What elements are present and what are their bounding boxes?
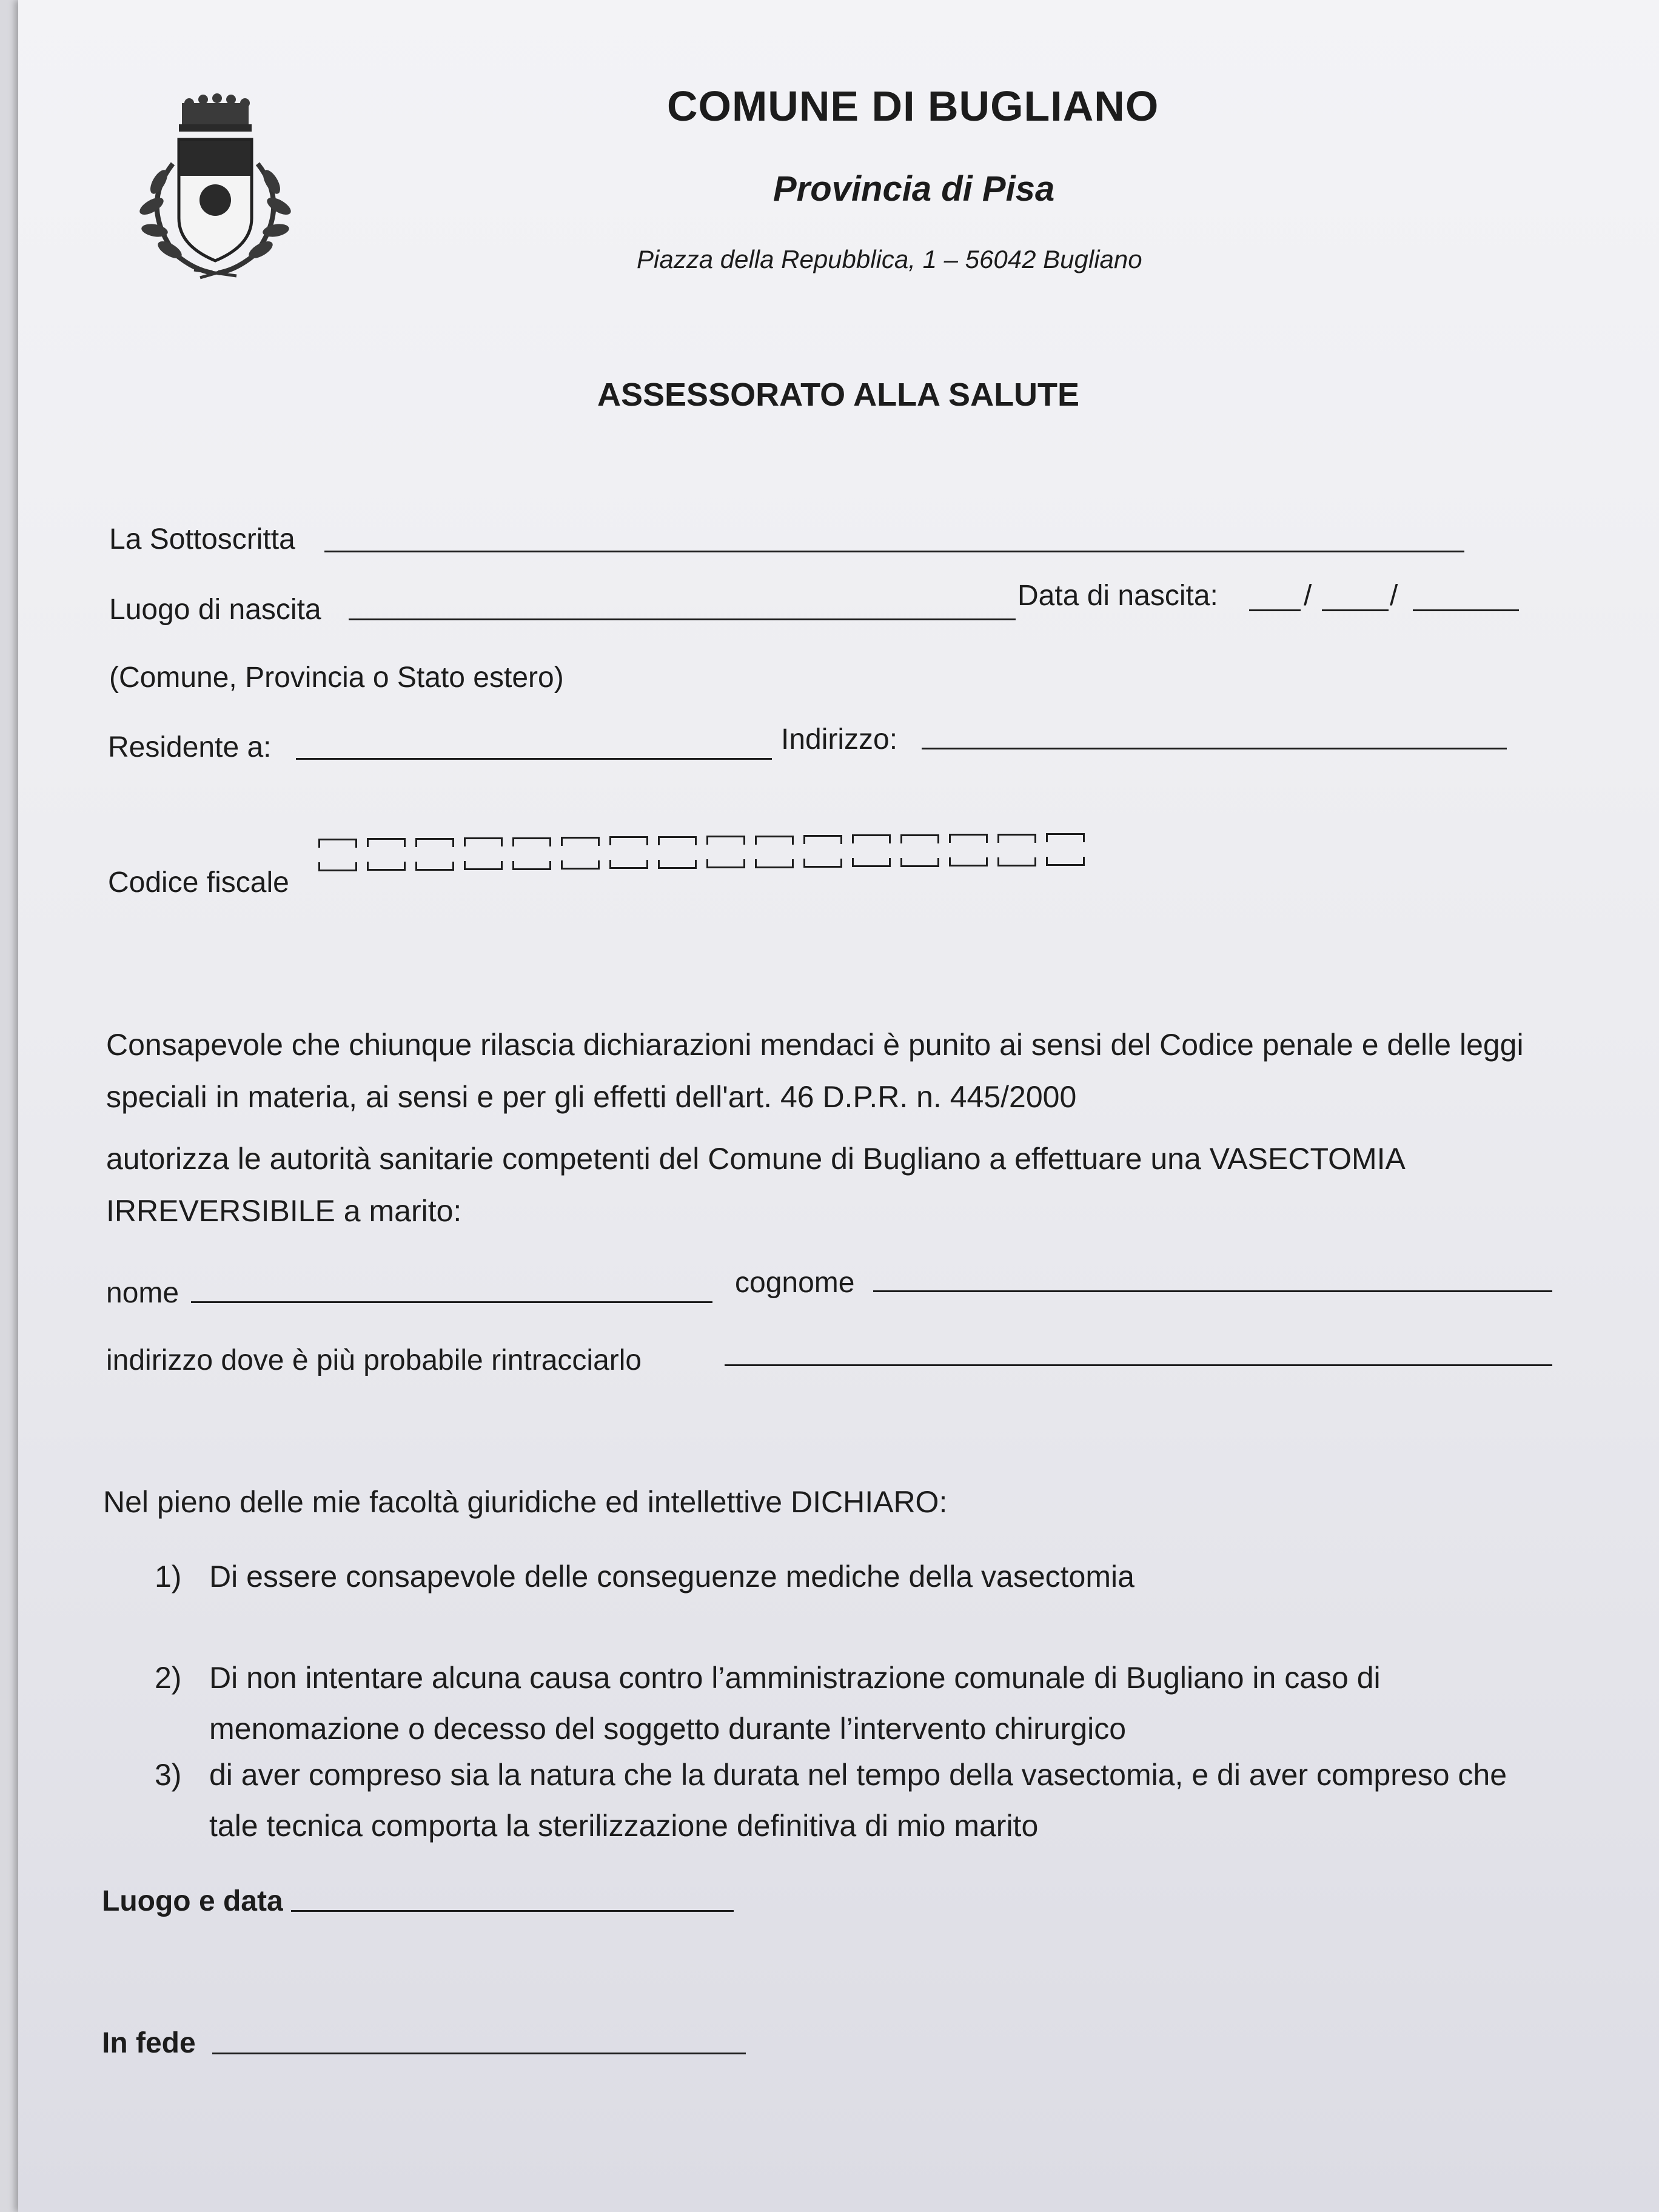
in-fede-label: In fede [102, 2027, 196, 2059]
date-separator-1: / [1304, 580, 1312, 612]
luogo-data-field[interactable] [291, 1910, 734, 1912]
autorizza-paragraph: autorizza le autorità sanitarie competenti del Comune di Bugliano a effettuare una VASECTOMIA IRREVERSIBILE a marito: [106, 1142, 1404, 1228]
codice-fiscale-char-box[interactable] [997, 834, 1036, 866]
item-number: 1) [155, 1560, 182, 1594]
sottoscritta-field[interactable] [324, 551, 1464, 552]
codice-fiscale-char-box[interactable] [561, 837, 600, 870]
page-title: COMUNE DI BUGLIANO [667, 82, 1159, 130]
codice-fiscale-char-box[interactable] [1046, 833, 1085, 866]
item-text: Di essere consapevole delle conseguenze mediche della vasectomia [209, 1560, 1134, 1594]
address-line: Piazza della Repubblica, 1 – 56042 Bugliano [637, 245, 1142, 273]
codice-fiscale-char-box[interactable] [900, 834, 939, 867]
luogo-nascita-label: Luogo di nascita [109, 594, 321, 626]
consapevole-paragraph: Consapevole che chiunque rilascia dichiarazioni mendaci è punito ai sensi del Codice penale e delle leggi speciali in materia, ai sensi e per gli effetti dell'art. 46 D.P.R. n. 445/2000 [106, 1028, 1524, 1114]
codice-fiscale-char-box[interactable] [755, 836, 794, 868]
coat-of-arms-emblem [121, 91, 303, 285]
document-page [18, 0, 1659, 2212]
indirizzo-marito-label: indirizzo dove è più probabile rintracciarlo [106, 1344, 642, 1376]
codice-fiscale-char-box[interactable] [803, 835, 842, 868]
item-number: 2) [155, 1661, 182, 1695]
residente-label: Residente a: [108, 731, 272, 763]
codice-fiscale-char-box[interactable] [706, 836, 745, 868]
residente-field[interactable] [296, 758, 772, 760]
codice-fiscale-label: Codice fiscale [108, 866, 289, 899]
item-text: di aver compreso sia la natura che la durata nel tempo della vasectomia, e di aver compreso che tale tecnica comporta la sterilizzazione definitiva di mio marito [209, 1758, 1507, 1843]
sottoscritta-label: La Sottoscritta [109, 523, 295, 555]
codice-fiscale-char-box[interactable] [318, 839, 357, 871]
data-nascita-label: Data di nascita: [1017, 580, 1218, 612]
indirizzo-marito-field[interactable] [725, 1364, 1552, 1366]
luogo-data-label: Luogo e data [102, 1885, 283, 1917]
dichiaro-heading: Nel pieno delle mie facoltà giuridiche ed intellettive DICHIARO: [103, 1485, 948, 1519]
province-subtitle: Provincia di Pisa [773, 169, 1055, 209]
in-fede-field[interactable] [212, 2053, 746, 2054]
codice-fiscale-char-box[interactable] [609, 836, 648, 869]
codice-fiscale-char-box[interactable] [852, 834, 891, 867]
cognome-field[interactable] [873, 1290, 1552, 1292]
nome-label: nome [106, 1277, 179, 1309]
indirizzo-field[interactable] [922, 748, 1507, 749]
luogo-hint: (Comune, Provincia o Stato estero) [109, 662, 564, 694]
codice-fiscale-char-box[interactable] [415, 838, 454, 871]
item-number: 3) [155, 1758, 182, 1792]
data-nascita-day-field[interactable] [1249, 609, 1301, 611]
luogo-nascita-field[interactable] [349, 618, 1016, 620]
codice-fiscale-char-box[interactable] [512, 837, 551, 870]
codice-fiscale-char-box[interactable] [464, 837, 503, 870]
data-nascita-year-field[interactable] [1413, 609, 1519, 611]
codice-fiscale-char-box[interactable] [949, 834, 988, 866]
nome-field[interactable] [191, 1301, 712, 1303]
indirizzo-label: Indirizzo: [781, 723, 898, 756]
department-heading: ASSESSORATO ALLA SALUTE [597, 377, 1080, 413]
date-separator-2: / [1390, 580, 1398, 612]
codice-fiscale-char-box[interactable] [367, 838, 406, 871]
codice-fiscale-char-box[interactable] [658, 836, 697, 869]
item-text: Di non intentare alcuna causa contro l’amministrazione comunale di Bugliano in caso di menomazione o decesso del soggetto durante l’intervento chirurgico [209, 1661, 1381, 1746]
cognome-label: cognome [735, 1267, 855, 1299]
data-nascita-month-field[interactable] [1322, 609, 1389, 611]
